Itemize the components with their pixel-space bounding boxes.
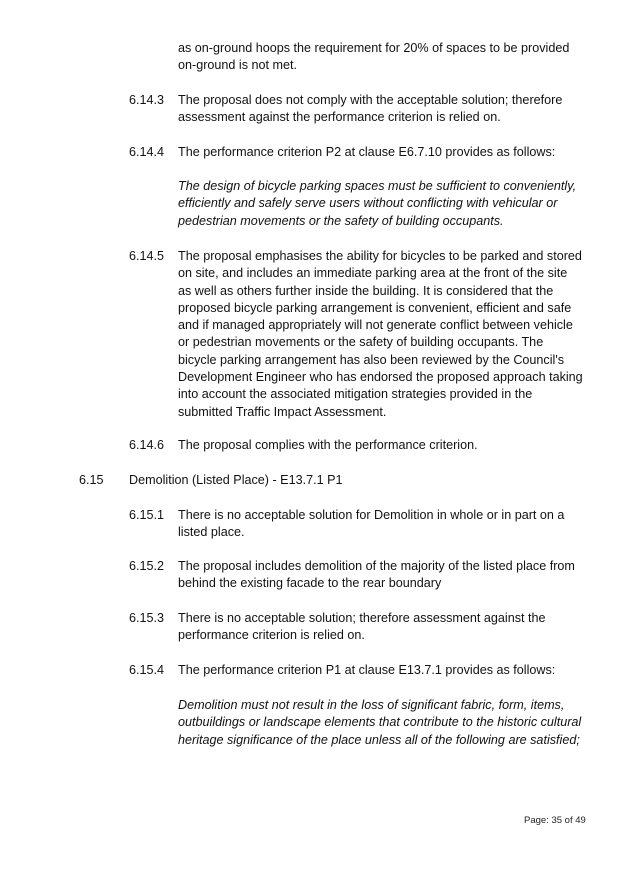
clause-number: 6.15.2 [129,559,165,573]
clause-number: 6.15.1 [129,508,165,522]
clause-number: 6.14.3 [129,93,165,107]
clause-text: There is no acceptable solution; therefore assessment against the performance criterion is relied on. [178,611,546,643]
clause-number: 6.14.6 [129,438,165,452]
clause-text: The proposal emphasises the ability for bicycles to be parked and stored on site, and includes an immediate parking area at the front of the site as well as others further inside the building. It is considered that the proposed bicycle parking arrangement is convenient, efficient and safe and if managed appropriately will not generate conflict between vehicle or pedestrian movements or the safety of building occupants. The bicycle parking arrangement has also been reviewed by the Council's Development Engineer who has endorsed the proposed approach taking into account the associated mitigation strategies provided in the submitted Traffic Impact Assessment. [178,249,583,419]
page-number-footer: Page: 35 of 49 [524,815,586,826]
clause-text: There is no acceptable solution for Demolition in whole or in part on a listed place. [178,508,565,540]
continuation-paragraph: as on-ground hoops the requirement for 20% of spaces to be provided on-ground is not met. [178,41,570,73]
clause-text: The proposal includes demolition of the majority of the listed place from behind the existing facade to the rear boundary [178,559,575,591]
clause-text: The performance criterion P2 at clause E6.7.10 provides as follows: [178,145,556,159]
clause-number: 6.15.4 [129,663,165,677]
clause-number: 6.14.5 [129,249,165,263]
clause-text: The proposal does not comply with the acceptable solution; therefore assessment against the performance criterion is relied on. [178,93,563,125]
clause-text: The performance criterion P1 at clause E13.7.1 provides as follows: [178,663,556,677]
clause-number: 6.15.3 [129,611,165,625]
section-title: Demolition (Listed Place) - E13.7.1 P1 [129,473,343,487]
clause-number: 6.14.4 [129,145,165,159]
clause-text: The proposal complies with the performance criterion. [178,438,478,452]
quoted-criterion: The design of bicycle parking spaces must be sufficient to conveniently, efficiently and safely serve users without conflicting with vehicular or pedestrian movements or the safety of building occupants. [178,179,577,228]
quoted-criterion: Demolition must not result in the loss of significant fabric, form, items, outbuildings or landscape elements that contribute to the historic cultural heritage significance of the place unless all of the following are satisfied; [178,698,582,747]
section-number: 6.15 [79,473,104,487]
